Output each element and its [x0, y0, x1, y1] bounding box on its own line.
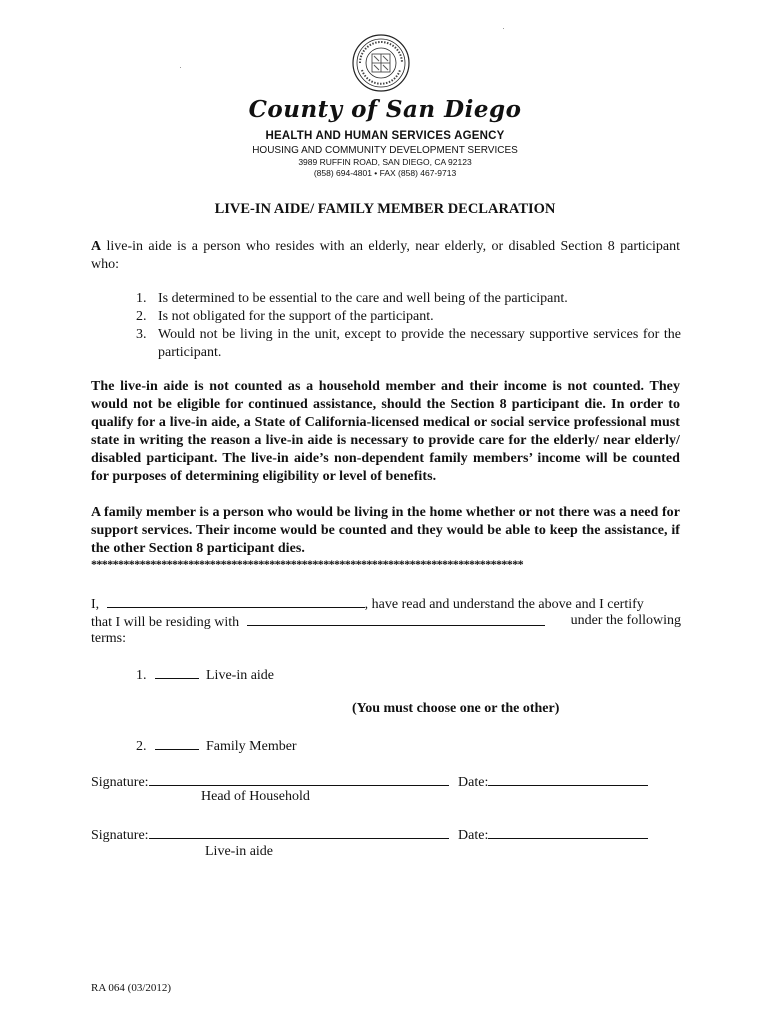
list-item [136, 326, 681, 362]
agency-phone: (858) 694-4801 • FAX (858) 467-9713 [313, 168, 457, 178]
choose-instruction: (You must choose one or the other) [352, 701, 560, 716]
list-item [136, 290, 681, 308]
criteria-list [136, 290, 681, 362]
form-number: RA 064 (03/2012) [91, 982, 172, 994]
signature-label: Signature: [91, 828, 149, 843]
certification-line-2 [91, 612, 681, 632]
signature-row-aide [91, 825, 648, 845]
intro-text: live-in aide is a person who resides with an elderly, near elderly, or disabled Section 8 participant who: [91, 239, 680, 272]
livein-aide-paragraph: The live-in aide is not counted as a household member and their income is not counted. They would not be eligible for continued assistance, should the Section 8 participant die. In order to qualify for a live-in aide, a State of California-licensed medical or social service professional must state in writing the reason a live-in aide is necessary to provide care for the elderly/ near elderly/ disabled participant. The live-in aide’s non-dependent family members’ income will be counted for purposes of determining eligibility or level of benefits. [91, 379, 680, 484]
agency-department: HOUSING AND COMMUNITY DEVELOPMENT SERVICES [252, 145, 518, 156]
cert-line1-suffix: , have read and understand the above and I certify [364, 597, 644, 612]
list-text: Is determined to be essential to the care and well being of the participant. [158, 291, 568, 306]
document-title: LIVE-IN AIDE/ FAMILY MEMBER DECLARATION [214, 201, 556, 217]
certification-line-1 [91, 594, 681, 614]
resident-name-blank[interactable] [247, 612, 545, 626]
list-text: Is not obligated for the support of the participant. [158, 309, 434, 324]
option-label: Live-in aide [206, 668, 275, 683]
option-number: 1. [136, 668, 147, 683]
aide-date-field[interactable] [488, 825, 648, 839]
signature-row-head [91, 772, 648, 792]
date-label: Date: [458, 775, 489, 790]
list-number: 2. [136, 309, 147, 324]
county-name: County of San Diego [248, 96, 522, 123]
option-family-member [136, 736, 297, 756]
aide-signature-field[interactable] [149, 825, 449, 839]
agency-name: HEALTH AND HUMAN SERVICES AGENCY [265, 130, 505, 142]
head-date-field[interactable] [488, 772, 648, 786]
date-label: Date: [458, 828, 489, 843]
list-number: 1. [136, 291, 147, 306]
scan-speck [503, 28, 504, 29]
list-item [136, 308, 681, 326]
option-label: Family Member [206, 739, 297, 754]
agency-address: 3989 RUFFIN ROAD, SAN DIEGO, CA 92123 [298, 157, 472, 167]
intro-paragraph [91, 238, 680, 274]
option-live-in-aide [136, 665, 274, 685]
list-number: 3. [136, 327, 147, 342]
certification-line-3: terms: [91, 631, 126, 646]
separator-line: ******************************************************************************** [91, 557, 524, 571]
head-signature-field[interactable] [149, 772, 449, 786]
cert-line2-suffix: under the following [570, 613, 681, 628]
cert-prefix: I, [91, 597, 100, 612]
live-in-aide-checkbox-blank[interactable] [155, 665, 199, 679]
intro-lead: A [91, 239, 102, 254]
scan-speck [180, 67, 181, 68]
county-seal-icon [352, 34, 410, 92]
signature-label: Signature: [91, 775, 149, 790]
family-member-checkbox-blank[interactable] [155, 736, 199, 750]
option-number: 2. [136, 739, 147, 754]
signature-role-aide: Live-in aide [205, 844, 274, 859]
cert-line2-prefix: that I will be residing with [91, 615, 240, 630]
list-text: Would not be living in the unit, except to provide the necessary supportive services for the participant. [158, 327, 681, 360]
name-blank[interactable] [107, 594, 365, 608]
signature-role-head: Head of Household [201, 789, 310, 804]
family-member-paragraph: A family member is a person who would be living in the home whether or not there was a need for support services. Their income would be counted and they would be able to keep the assistance, if the other Section 8 participant dies. [91, 505, 680, 556]
